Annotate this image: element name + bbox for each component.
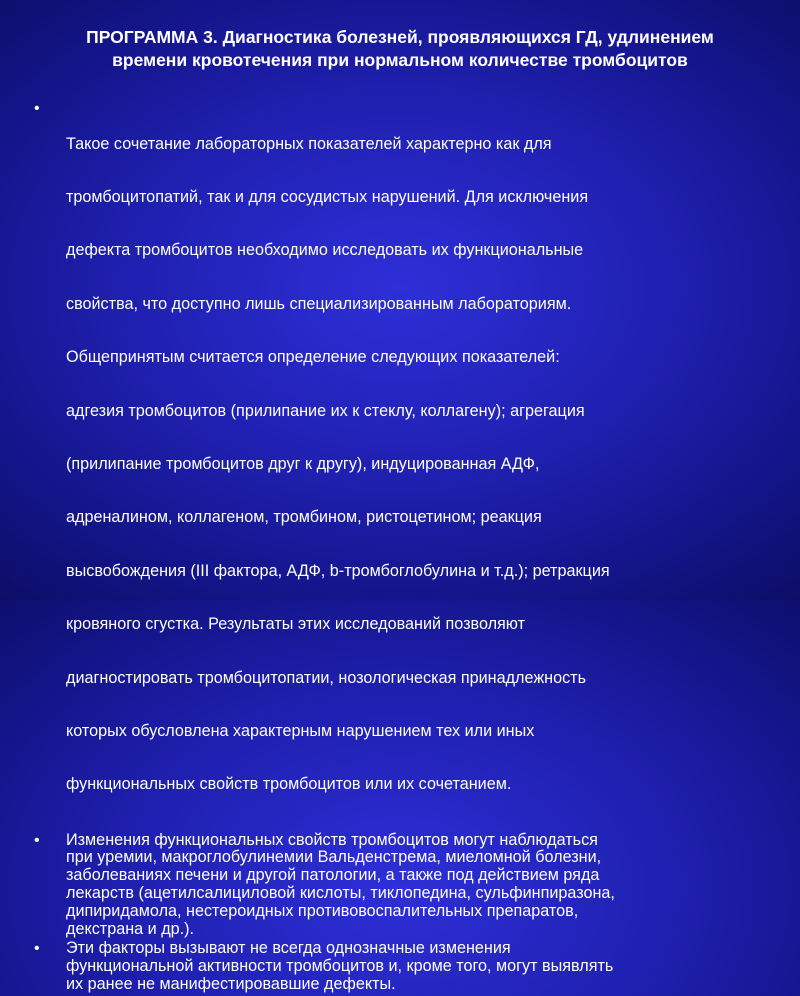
bullet-list <box>34 100 764 996</box>
text-line: при уремии, макроглобулинемии Вальденстрема, миеломной болезни, <box>66 848 602 867</box>
text-line: дефекта тромбоцитов необходимо исследовать их функциональные <box>66 241 584 260</box>
text-line: диагностировать тромбоцитопатии, нозологическая принадлежность <box>66 668 587 687</box>
text-line: Такое сочетание лабораторных показателей характерно как для <box>66 134 552 153</box>
bullet-icon: • <box>34 831 40 849</box>
text-line: кровяного сгустка. Результаты этих исследований позволяют <box>66 615 526 634</box>
text-line: функциональной активности тромбоцитов и, кроме того, могут выявлять <box>66 957 614 976</box>
bullet-text <box>66 832 764 939</box>
bullet-icon: • <box>34 100 40 117</box>
text-line: тромбоцитопатий, так и для сосудистых нарушений. Для исключения <box>66 187 589 206</box>
text-line: адгезия тромбоцитов (прилипание их к стеклу, коллагену); агрегация <box>66 401 585 420</box>
bullet-item <box>34 832 764 939</box>
slide-title-line: времени кровотечения при нормальном количестве тромбоцитов <box>112 50 688 70</box>
text-line: свойства, что доступно лишь специализированным лабораториям. <box>66 294 572 313</box>
text-line: функциональных свойств тромбоцитов или их сочетанием. <box>66 775 512 794</box>
text-line: Эти факторы вызывают не всегда однозначные изменения <box>66 939 511 958</box>
bullet-text <box>66 940 764 993</box>
slide-title <box>20 26 780 72</box>
text-line: декстрана и др.). <box>66 919 195 938</box>
bullet-item <box>34 940 764 993</box>
text-line: Изменения функциональных свойств тромбоцитов могут наблюдаться <box>66 830 598 849</box>
text-line: Общепринятым считается определение следующих показателей: <box>66 348 560 367</box>
text-line: их ранее не манифестировавшие дефекты. <box>66 975 396 994</box>
text-line: лекарств (ацетилсалициловой кислоты, тиклопедина, сульфинпиразона, <box>66 884 615 903</box>
slide-title-line: ПРОГРАММА 3. Диагностика болезней, проявляющихся ГД, удлинением <box>86 27 714 47</box>
text-line: дипиридамола, нестероидных противовоспалительных препаратов, <box>66 901 579 920</box>
bullet-icon: • <box>34 940 40 958</box>
bullet-text <box>66 117 764 829</box>
text-line: заболеваниях печени и другой патологии, а также под действием ряда <box>66 866 600 885</box>
text-line: (прилипание тромбоцитов друг к другу), индуцированная АДФ, <box>66 454 540 473</box>
text-line: которых обусловлена характерным нарушением тех или иных <box>66 721 535 740</box>
text-line: адреналином, коллагеном, тромбином, ристоцетином; реакция <box>66 508 542 527</box>
bullet-item <box>34 100 764 830</box>
text-line: высвобождения (III фактора, АДФ, b-тромбоглобулина и т.д.); ретракция <box>66 561 610 580</box>
